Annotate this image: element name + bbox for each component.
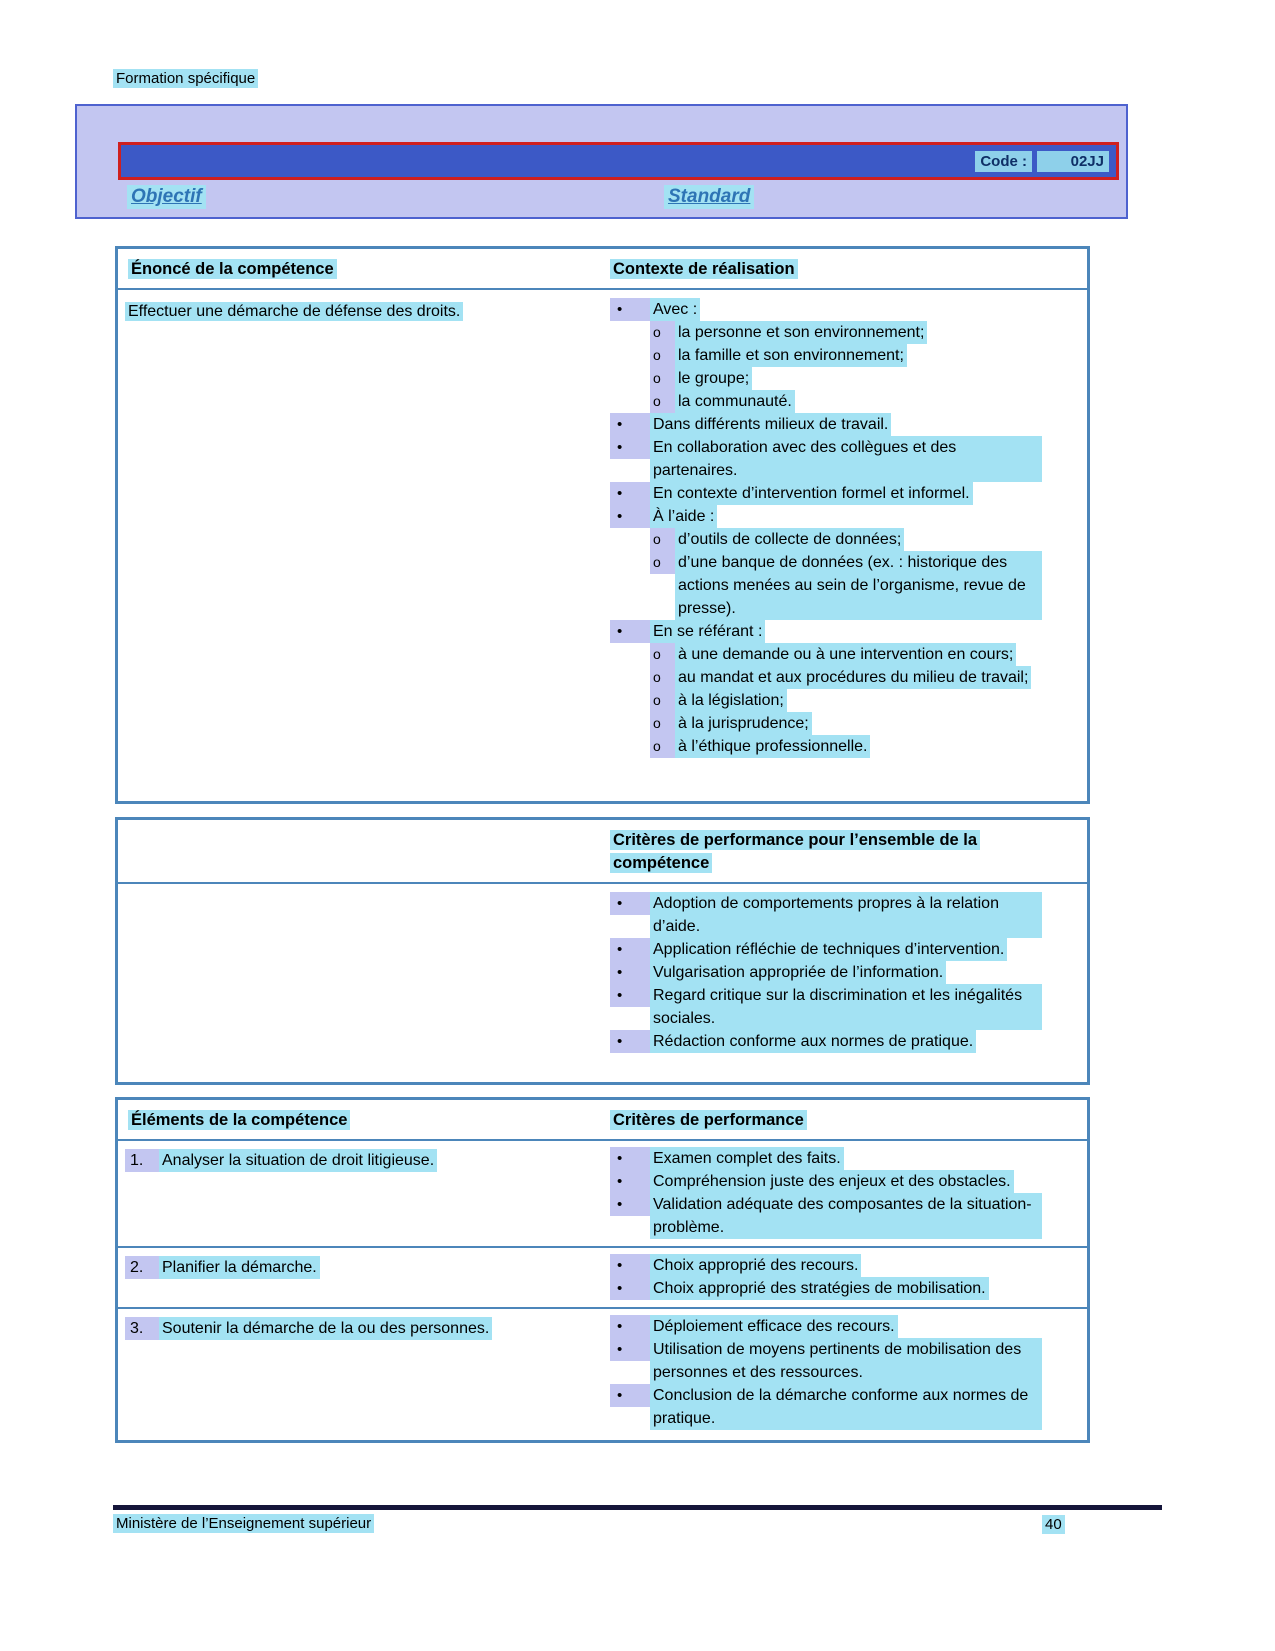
- criteria-cell: [606, 1147, 1087, 1239]
- criteria-list-2: [610, 1254, 1042, 1300]
- list-item: [610, 1277, 1042, 1300]
- list-item-text: Regard critique sur la discrimination et les inégalités sociales.: [650, 984, 1042, 1030]
- bullet-icon: o: [650, 712, 675, 735]
- bullet-icon: o: [650, 666, 675, 689]
- section-label: Formation spécifique: [113, 69, 258, 88]
- col-header-criteres-ensemble: Critères de performance pour l’ensemble de la compétence: [610, 830, 980, 873]
- bullet-icon: o: [650, 735, 675, 758]
- bullet-icon: •: [610, 1147, 650, 1170]
- contexte-cell: [606, 298, 1087, 758]
- ensemble-criteria-list: [610, 892, 1042, 1053]
- objectif-heading: Objectif: [127, 185, 206, 209]
- header-cell-elements: [118, 1100, 606, 1139]
- bullet-icon: •: [610, 892, 650, 915]
- element-row-3: [118, 1307, 1087, 1437]
- list-item: [610, 1384, 1042, 1430]
- list-item-text: Choix approprié des recours.: [650, 1254, 861, 1277]
- competence-statement: Effectuer une démarche de défense des droits.: [125, 302, 463, 321]
- list-item-text: Choix approprié des stratégies de mobilisation.: [650, 1277, 989, 1300]
- bullet-icon: •: [610, 505, 650, 528]
- bullet-icon: o: [650, 528, 675, 551]
- bullet-icon: o: [650, 390, 675, 413]
- list-item-text: au mandat et aux procédures du milieu de travail;: [675, 666, 1031, 689]
- footer-page-number: 40: [1042, 1515, 1065, 1534]
- element-line: [125, 1149, 437, 1172]
- list-item: [610, 1193, 1042, 1239]
- list-item: [650, 390, 1042, 413]
- list-item: [650, 321, 1042, 344]
- list-item-text: Conclusion de la démarche conforme aux normes de pratique.: [650, 1384, 1042, 1430]
- list-item-text: À l’aide :: [650, 505, 717, 528]
- table-enonce-header: [118, 249, 1087, 290]
- title-bar: [118, 142, 1119, 180]
- header-cell-enonce: [118, 249, 606, 288]
- list-item-text: En se référant :: [650, 620, 765, 643]
- bullet-icon: •: [610, 938, 650, 961]
- element-number: 1.: [130, 1152, 144, 1169]
- list-item: [650, 735, 1042, 758]
- bullet-icon: •: [610, 482, 650, 505]
- section-label-wrap: [113, 70, 258, 87]
- list-item: [650, 528, 1042, 551]
- list-item-text: à l’éthique professionnelle.: [675, 735, 870, 758]
- col-header-elements: Éléments de la compétence: [128, 1110, 350, 1130]
- table-ensemble-header: [118, 820, 1087, 884]
- list-item: [610, 892, 1042, 938]
- list-item: [610, 620, 1042, 643]
- list-item-text: d’outils de collecte de données;: [675, 528, 904, 551]
- bullet-icon: o: [650, 551, 675, 574]
- bullet-icon: o: [650, 367, 675, 390]
- list-item: [650, 643, 1042, 666]
- list-item-text: la communauté.: [675, 390, 795, 413]
- list-item: [610, 938, 1042, 961]
- bullet-icon: •: [610, 1384, 650, 1407]
- criteria-list-3: [610, 1315, 1042, 1430]
- bullet-icon: •: [610, 1277, 650, 1300]
- element-text: Analyser la situation de droit litigieuse.: [159, 1149, 437, 1172]
- ensemble-criteria-cell: [606, 892, 1087, 1053]
- bullet-icon: •: [610, 413, 650, 436]
- list-item: [610, 298, 1042, 321]
- list-item-text: En collaboration avec des collègues et des partenaires.: [650, 436, 1042, 482]
- list-item: [650, 712, 1042, 735]
- bullet-icon: •: [610, 298, 650, 321]
- element-number: 2.: [130, 1259, 144, 1276]
- bullet-icon: •: [610, 436, 650, 459]
- bullet-icon: •: [610, 1338, 650, 1361]
- bullet-icon: o: [650, 321, 675, 344]
- list-item: [610, 1170, 1042, 1193]
- list-item: [610, 984, 1042, 1030]
- bullet-icon: •: [610, 1170, 650, 1193]
- list-item-text: la personne et son environnement;: [675, 321, 927, 344]
- criteria-cell: [606, 1254, 1087, 1300]
- list-item-text: le groupe;: [675, 367, 752, 390]
- ensemble-empty-cell: [118, 892, 606, 1053]
- table-criteres-ensemble: [115, 817, 1090, 1085]
- criteria-cell: [606, 1315, 1087, 1430]
- list-item-text: Adoption de comportements propres à la relation d’aide.: [650, 892, 1042, 938]
- element-text: Soutenir la démarche de la ou des personnes.: [159, 1317, 492, 1340]
- table-elements-criteres: [115, 1097, 1090, 1443]
- bullet-icon: •: [610, 961, 650, 984]
- bullet-icon: •: [610, 620, 650, 643]
- bullet-icon: •: [610, 1254, 650, 1277]
- list-item-text: d’une banque de données (ex. : historique des actions menées au sein de l’organisme, revue de presse).: [675, 551, 1042, 620]
- list-item-text: Avec :: [650, 298, 700, 321]
- bullet-icon: •: [610, 1193, 650, 1216]
- col-header-enonce: Énoncé de la compétence: [128, 259, 337, 279]
- element-text: Planifier la démarche.: [159, 1256, 320, 1279]
- table-enonce-body: [118, 290, 1087, 764]
- bullet-icon: •: [610, 984, 650, 1007]
- code-value: 02JJ: [1037, 151, 1109, 172]
- element-cell: [118, 1254, 606, 1300]
- code-label: Code :: [975, 151, 1032, 172]
- list-item-text: En contexte d’intervention formel et informel.: [650, 482, 973, 505]
- table-elements-header: [118, 1100, 1087, 1141]
- element-number: 3.: [130, 1320, 144, 1337]
- objectif-standard-row: [127, 185, 1116, 212]
- table-enonce-contexte: [115, 246, 1090, 804]
- list-item-text: Dans différents milieux de travail.: [650, 413, 891, 436]
- list-item: [610, 413, 1042, 436]
- list-item: [610, 1338, 1042, 1384]
- header-cell-criteres: [606, 1100, 1087, 1139]
- element-row-2: [118, 1246, 1087, 1307]
- list-item-text: Vulgarisation appropriée de l’information.: [650, 961, 946, 984]
- header-cell-empty: [118, 820, 606, 882]
- element-cell: [118, 1315, 606, 1430]
- list-item: [610, 1030, 1042, 1053]
- list-item-text: Validation adéquate des composantes de la situation-problème.: [650, 1193, 1042, 1239]
- criteria-list-1: [610, 1147, 1042, 1239]
- list-item: [610, 1254, 1042, 1277]
- list-item-text: Rédaction conforme aux normes de pratique.: [650, 1030, 976, 1053]
- list-item: [610, 961, 1042, 984]
- list-item-text: à la jurisprudence;: [675, 712, 812, 735]
- bullet-icon: •: [610, 1315, 650, 1338]
- list-item-text: à la législation;: [675, 689, 787, 712]
- element-line: [125, 1317, 492, 1340]
- bullet-icon: •: [610, 1030, 650, 1053]
- table-ensemble-body: [118, 884, 1087, 1059]
- header-box: [75, 104, 1128, 219]
- list-item: [650, 666, 1042, 689]
- list-item-text: Compréhension juste des enjeux et des obstacles.: [650, 1170, 1014, 1193]
- standard-heading: Standard: [664, 185, 754, 209]
- list-item-text: à une demande ou à une intervention en cours;: [675, 643, 1016, 666]
- footer-ministry: Ministère de l’Enseignement supérieur: [113, 1514, 374, 1533]
- col-header-criteres: Critères de performance: [610, 1110, 807, 1130]
- list-item-text: Utilisation de moyens pertinents de mobilisation des personnes et des ressources.: [650, 1338, 1042, 1384]
- element-line: [125, 1256, 320, 1279]
- list-item-text: Examen complet des faits.: [650, 1147, 844, 1170]
- list-item-text: Déploiement efficace des recours.: [650, 1315, 898, 1338]
- bullet-icon: o: [650, 344, 675, 367]
- footer-rule: [113, 1505, 1162, 1510]
- header-cell-contexte: [606, 249, 1087, 288]
- list-item: [610, 1315, 1042, 1338]
- list-item: [610, 1147, 1042, 1170]
- bullet-icon: o: [650, 689, 675, 712]
- list-item: [650, 344, 1042, 367]
- list-item: [650, 689, 1042, 712]
- list-item: [610, 436, 1042, 482]
- list-item: [610, 505, 1042, 528]
- bullet-icon: o: [650, 643, 675, 666]
- competence-statement-cell: [118, 298, 606, 758]
- header-cell-criteres-ensemble: [606, 820, 1087, 882]
- footer: [113, 1515, 1162, 1532]
- list-item: [650, 551, 1042, 620]
- list-item-text: Application réfléchie de techniques d’intervention.: [650, 938, 1007, 961]
- element-cell: [118, 1147, 606, 1239]
- element-row-1: [118, 1141, 1087, 1246]
- list-item-text: la famille et son environnement;: [675, 344, 907, 367]
- context-list: [610, 298, 1042, 758]
- col-header-contexte: Contexte de réalisation: [610, 259, 798, 279]
- list-item: [610, 482, 1042, 505]
- list-item: [650, 367, 1042, 390]
